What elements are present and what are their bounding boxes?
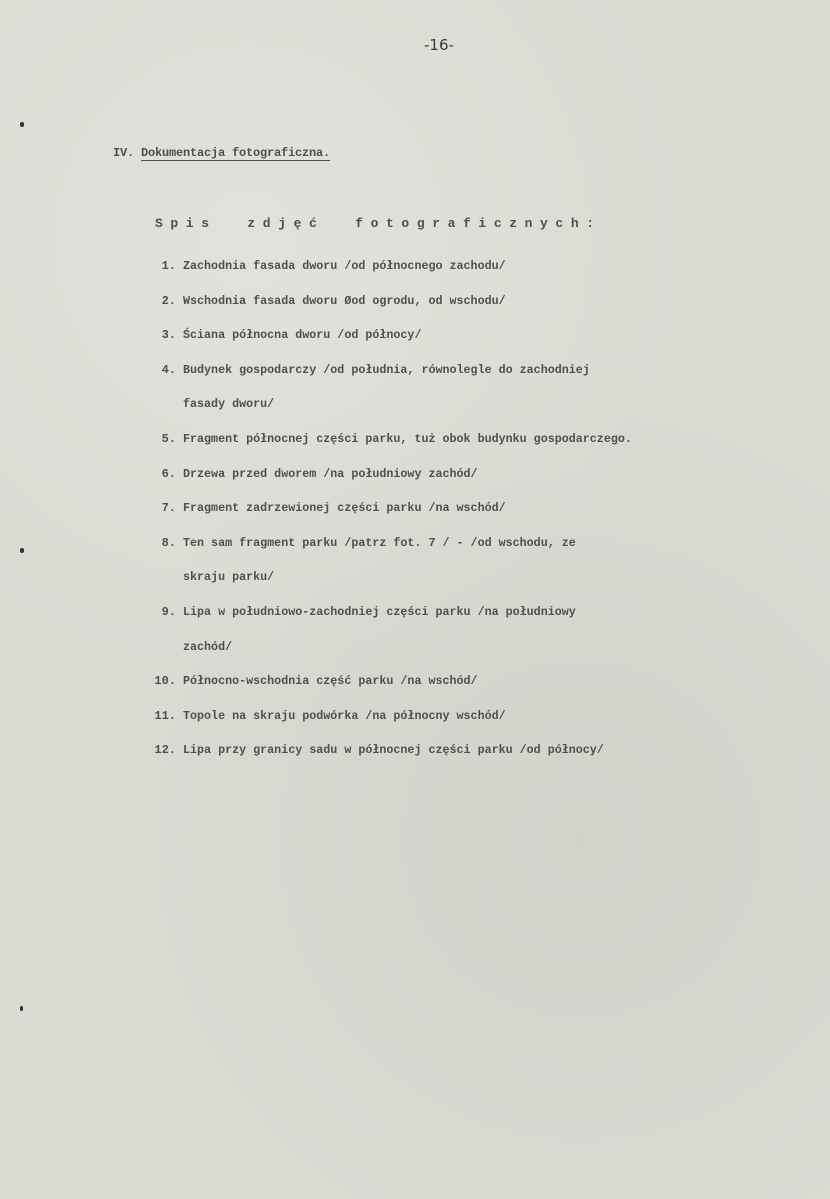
section-title: Dokumentacja fotograficzna. — [141, 146, 331, 160]
list-item-number: 1. — [161, 259, 176, 273]
list-item-text: Drzewa przed dworem /na południowy zachód/ — [183, 466, 478, 481]
list-item-number: 5. — [161, 432, 176, 446]
list-item-number: 2. — [161, 293, 176, 308]
list-item-text: Fragment północnej części parku, tuż obok budynku gospodarczego. — [183, 432, 632, 446]
list-item-text: Lipa przy granicy sadu w północnej części parku /od północy/ — [183, 743, 604, 758]
list-item-text: Budynek gospodarczy /od południa, równolegle do zachodniej — [183, 362, 590, 377]
list-item-number: 6. — [161, 466, 176, 481]
list-item-text: skraju parku/ — [183, 570, 275, 585]
page-number: -16- — [424, 36, 454, 54]
list-item-number: 7. — [161, 501, 176, 516]
list-item-text: Ściana północna dworu /od północy/ — [183, 328, 422, 343]
punch-mark — [20, 548, 24, 553]
list-item-text: Lipa w południowo-zachodniej części parku /na południowy — [183, 605, 576, 619]
list-item-number: 11. — [154, 708, 176, 723]
list-item-text: fasady dworu/ — [183, 397, 275, 412]
section-heading — [113, 146, 330, 160]
section-number: IV. — [113, 146, 135, 160]
list-item-text: Północno-wschodnia część parku /na wschód/ — [183, 674, 478, 689]
list-item-text: Ten sam fragment parku /patrz fot. 7 / - /od wschodu, ze — [183, 535, 576, 550]
list-heading: Spis zdjęć fotograficznych: — [155, 216, 602, 231]
list-item-number: 3. — [161, 328, 176, 343]
list-item-text: zachód/ — [183, 639, 233, 654]
list-item-text: Zachodnia fasada dworu /od północnego zachodu/ — [183, 259, 506, 273]
punch-mark — [20, 1006, 23, 1011]
list-item-text: Wschodnia fasada dworu Øod ogrodu, od wschodu/ — [183, 293, 506, 308]
list-item-text: Fragment zadrzewionej części parku /na wschód/ — [183, 501, 506, 516]
list-item-number: 4. — [161, 362, 176, 377]
punch-mark — [20, 122, 24, 127]
list-item-number: 9. — [161, 605, 176, 619]
list-item-number: 8. — [161, 535, 176, 550]
list-item-number: 10. — [154, 674, 176, 689]
list-item-number: 12. — [154, 743, 176, 758]
list-item-text: Topole na skraju podwórka /na północny wschód/ — [183, 708, 506, 723]
